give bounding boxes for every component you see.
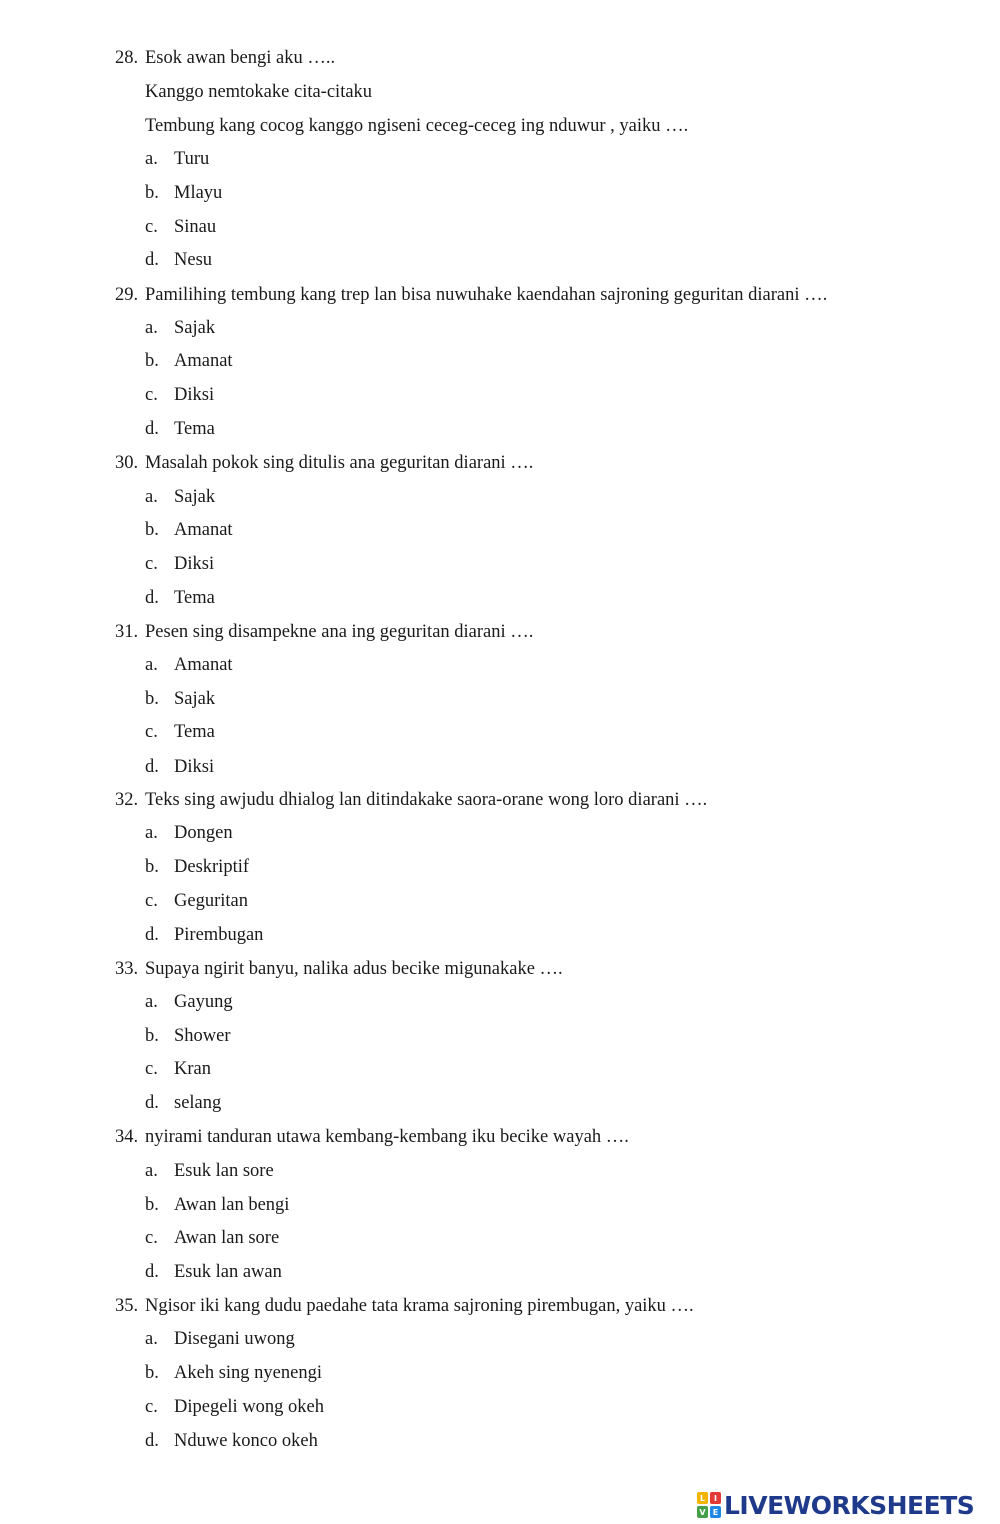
logo-tile-l: L — [697, 1492, 708, 1504]
question-33-option-d-letter[interactable]: d. — [145, 1093, 159, 1113]
question-28-option-d-letter[interactable]: d. — [145, 250, 159, 270]
liveworksheets-logo-icon — [697, 1492, 721, 1518]
brand-name: LIVEWORKSHEETS — [724, 1490, 975, 1520]
question-28-text-line-1: Esok awan bengi aku ….. — [145, 48, 336, 68]
question-32-option-c-letter[interactable]: c. — [145, 891, 158, 911]
question-31-number: 31. — [115, 622, 139, 642]
question-29-option-a-letter[interactable]: a. — [145, 318, 158, 338]
question-30-option-c-letter[interactable]: c. — [145, 554, 158, 574]
question-33-option-a-text[interactable]: Gayung — [174, 992, 233, 1012]
question-33-option-a-letter[interactable]: a. — [145, 992, 158, 1012]
question-33-option-c-letter[interactable]: c. — [145, 1059, 158, 1079]
question-28-option-a-text[interactable]: Turu — [174, 149, 210, 169]
question-30-text: Masalah pokok sing ditulis ana geguritan diarani …. — [145, 453, 534, 473]
question-28-option-a-letter[interactable]: a. — [145, 149, 158, 169]
question-34-option-c-text[interactable]: Awan lan sore — [174, 1228, 280, 1248]
logo-tile-e: E — [710, 1506, 721, 1518]
question-34-option-b-text[interactable]: Awan lan bengi — [174, 1195, 290, 1215]
question-35-option-c-letter[interactable]: c. — [145, 1397, 158, 1417]
question-29-number: 29. — [115, 285, 139, 305]
question-34-option-a-letter[interactable]: a. — [145, 1161, 158, 1181]
question-28-option-c-letter[interactable]: c. — [145, 217, 158, 237]
question-29-text: Pamilihing tembung kang trep lan bisa nuwuhake kaendahan sajroning geguritan diarani …. — [145, 285, 828, 305]
question-31-option-c-text[interactable]: Tema — [174, 722, 215, 742]
question-29-option-b-text[interactable]: Amanat — [174, 351, 233, 371]
question-29-option-c-text[interactable]: Diksi — [174, 385, 215, 405]
question-31-option-d-letter[interactable]: d. — [145, 757, 159, 777]
question-35-option-d-text[interactable]: Nduwe konco okeh — [174, 1431, 318, 1451]
question-33-text: Supaya ngirit banyu, nalika adus becike migunakake …. — [145, 959, 563, 979]
question-30-option-b-letter[interactable]: b. — [145, 520, 159, 540]
question-28-option-d-text[interactable]: Nesu — [174, 250, 213, 270]
question-35-option-c-text[interactable]: Dipegeli wong okeh — [174, 1397, 325, 1417]
liveworksheets-brand — [697, 1488, 974, 1522]
question-32-option-b-letter[interactable]: b. — [145, 857, 159, 877]
question-31-text: Pesen sing disampekne ana ing geguritan diarani …. — [145, 622, 534, 642]
question-32-option-d-letter[interactable]: d. — [145, 925, 159, 945]
question-31-option-a-text[interactable]: Amanat — [174, 655, 233, 675]
question-29-option-d-letter[interactable]: d. — [145, 419, 159, 439]
question-34-option-a-text[interactable]: Esuk lan sore — [174, 1161, 274, 1181]
question-32-option-d-text[interactable]: Pirembugan — [174, 925, 264, 945]
question-35-option-a-text[interactable]: Disegani uwong — [174, 1329, 295, 1349]
question-31-option-b-letter[interactable]: b. — [145, 689, 159, 709]
question-30-option-d-letter[interactable]: d. — [145, 588, 159, 608]
question-32-option-c-text[interactable]: Geguritan — [174, 891, 248, 911]
question-35-option-a-letter[interactable]: a. — [145, 1329, 158, 1349]
question-34-text: nyirami tanduran utawa kembang-kembang iku becike wayah …. — [145, 1127, 629, 1147]
question-29-option-a-text[interactable]: Sajak — [174, 318, 216, 338]
question-34-option-c-letter[interactable]: c. — [145, 1228, 158, 1248]
question-33-option-b-letter[interactable]: b. — [145, 1026, 159, 1046]
question-35-text: Ngisor iki kang dudu paedahe tata krama sajroning pirembugan, yaiku …. — [145, 1296, 694, 1316]
question-28-number: 28. — [115, 48, 139, 68]
question-30-option-a-text[interactable]: Sajak — [174, 487, 216, 507]
question-35-option-b-text[interactable]: Akeh sing nyenengi — [174, 1363, 322, 1383]
question-35-option-b-letter[interactable]: b. — [145, 1363, 159, 1383]
question-28-text-line-2: Kanggo nemtokake cita-citaku — [145, 82, 373, 102]
question-29-option-d-text[interactable]: Tema — [174, 419, 215, 439]
question-30-number: 30. — [115, 453, 139, 473]
question-31-option-b-text[interactable]: Sajak — [174, 689, 216, 709]
question-33-option-b-text[interactable]: Shower — [174, 1026, 231, 1046]
question-32-option-a-text[interactable]: Dongen — [174, 823, 233, 843]
question-34-number: 34. — [115, 1127, 139, 1147]
question-32-text: Teks sing awjudu dhialog lan ditindakake saora-orane wong loro diarani …. — [145, 790, 708, 810]
question-30-option-d-text[interactable]: Tema — [174, 588, 215, 608]
question-28-option-c-text[interactable]: Sinau — [174, 217, 217, 237]
question-33-option-c-text[interactable]: Kran — [174, 1059, 211, 1079]
question-29-option-b-letter[interactable]: b. — [145, 351, 159, 371]
question-33-option-d-text[interactable]: selang — [174, 1093, 222, 1113]
question-30-option-b-text[interactable]: Amanat — [174, 520, 233, 540]
logo-tile-i: I — [710, 1492, 721, 1504]
question-31-option-d-text[interactable]: Diksi — [174, 757, 215, 777]
question-32-option-a-letter[interactable]: a. — [145, 823, 158, 843]
question-34-option-b-letter[interactable]: b. — [145, 1195, 159, 1215]
question-28-option-b-text[interactable]: Mlayu — [174, 183, 223, 203]
logo-tile-v: V — [697, 1506, 708, 1518]
question-28-text-line-3: Tembung kang cocog kanggo ngiseni ceceg-ceceg ing nduwur , yaiku …. — [145, 116, 689, 136]
question-35-number: 35. — [115, 1296, 139, 1316]
question-28-option-b-letter[interactable]: b. — [145, 183, 159, 203]
question-30-option-c-text[interactable]: Diksi — [174, 554, 215, 574]
question-32-number: 32. — [115, 790, 139, 810]
question-34-option-d-letter[interactable]: d. — [145, 1262, 159, 1282]
question-30-option-a-letter[interactable]: a. — [145, 487, 158, 507]
question-33-number: 33. — [115, 959, 139, 979]
question-29-option-c-letter[interactable]: c. — [145, 385, 158, 405]
question-35-option-d-letter[interactable]: d. — [145, 1431, 159, 1451]
question-31-option-c-letter[interactable]: c. — [145, 722, 158, 742]
question-34-option-d-text[interactable]: Esuk lan awan — [174, 1262, 282, 1282]
question-32-option-b-text[interactable]: Deskriptif — [174, 857, 250, 877]
question-31-option-a-letter[interactable]: a. — [145, 655, 158, 675]
